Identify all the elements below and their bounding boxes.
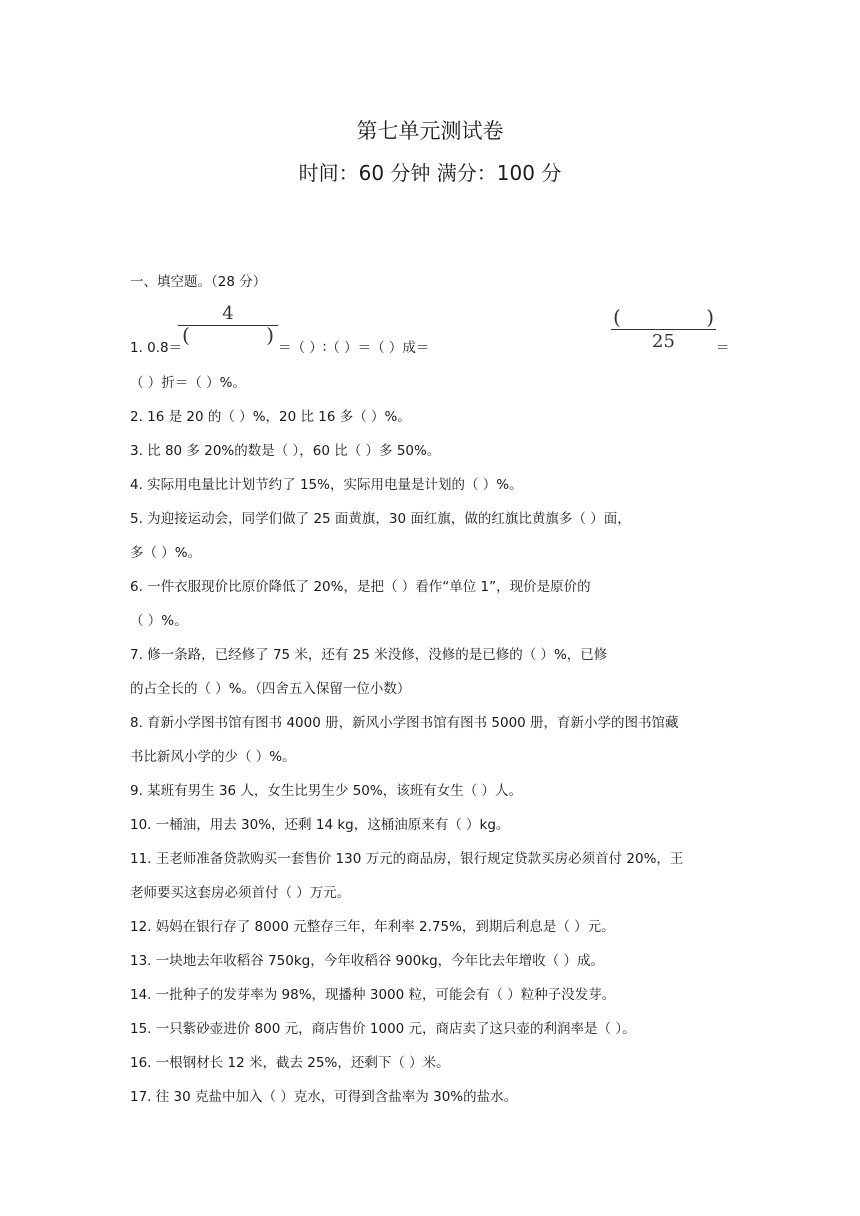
question-4: 4. 实际用电量比计划节约了 15%，实际用电量是计划的（ ）%。 — [130, 477, 523, 493]
fraction-numerator: 4 — [222, 303, 234, 324]
fraction-bar — [611, 329, 716, 330]
question-1-line-1 — [130, 336, 182, 356]
fraction-4-over-blank — [178, 303, 278, 349]
blank-paren-right: ) — [706, 305, 714, 329]
question-2: 2. 16 是 20 的（ ）%，20 比 16 多（ ）%。 — [130, 409, 411, 425]
question-5-line-2: 多（ ）%。 — [130, 545, 202, 561]
question-6-line-1: 6. 一件衣服现价比原价降低了 20%，是把（ ）看作“单位 1”，现价是原价的 — [130, 579, 591, 595]
page-title: 第七单元测试卷 — [356, 119, 504, 143]
fraction-denominator: 25 — [652, 331, 675, 352]
question-1-equals: ＝ — [716, 340, 730, 356]
section-heading: 一、填空题。（28 分） — [130, 274, 267, 290]
question-6-line-2: （ ）%。 — [130, 613, 188, 629]
question-14: 14. 一批种子的发芽率为 98%，现播种 3000 粒，可能会有（ ）粒种子没发芽。 — [130, 987, 616, 1003]
question-8-line-2: 书比新风小学的少（ ）%。 — [130, 749, 296, 765]
question-7-line-2: 的占全长的（ ）%。（四舍五入保留一位小数） — [130, 681, 411, 697]
blank-paren-left: ( — [613, 305, 621, 329]
blank-paren-left: ( — [182, 323, 190, 347]
question-3: 3. 比 80 多 20%的数是（ ），60 比（ ）多 50%。 — [130, 443, 441, 459]
question-1-line-2: （ ）折＝（ ）%。 — [130, 375, 246, 391]
question-5-line-1: 5. 为迎接运动会，同学们做了 25 面黄旗，30 面红旗，做的红旗比黄旗多（ ）面， — [130, 511, 631, 527]
question-7-line-1: 7. 修一条路，已经修了 75 米，还有 25 米没修，没修的是已修的（ ）%，已修 — [130, 647, 608, 663]
blank-paren-right: ) — [266, 323, 274, 347]
question-1-prefix: 1. 0.8＝ — [130, 340, 183, 356]
question-16: 16. 一根钢材长 12 米，截去 25%，还剩下（ ）米。 — [130, 1055, 450, 1071]
question-1-ratio-text: ＝（ ）∶（ ）＝（ ）成＝ — [278, 340, 430, 356]
question-11-line-2: 老师要买这套房必须首付（ ）万元。 — [130, 885, 351, 901]
page-subtitle: 时间：60 分钟 满分：100 分 — [298, 161, 562, 185]
question-10: 10. 一桶油，用去 30%，还剩 14 kg，这桶油原来有（ ）kg。 — [130, 817, 510, 833]
question-9: 9. 某班有男生 36 人，女生比男生少 50%，该班有女生（ ）人。 — [130, 783, 523, 799]
fraction-blank-over-25 — [611, 305, 716, 351]
question-12: 12. 妈妈在银行存了 8000 元整存三年，年利率 2.75%，到期后利息是（ ）元。 — [130, 919, 615, 935]
question-8-line-1: 8. 育新小学图书馆有图书 4000 册，新风小学图书馆有图书 5000 册，育新小学的图书馆藏 — [130, 715, 679, 731]
question-13: 13. 一块地去年收稻谷 750kg，今年收稻谷 900kg，今年比去年增收（ ）成。 — [130, 953, 604, 969]
question-11-line-1: 11. 王老师准备贷款购买一套售价 130 万元的商品房，银行规定贷款买房必须首付 20%，王 — [130, 851, 684, 867]
question-15: 15. 一只紫砂壶进价 800 元，商店售价 1000 元，商店卖了这只壶的利润率是（ ）。 — [130, 1021, 636, 1037]
question-17: 17. 往 30 克盐中加入（ ）克水，可得到含盐率为 30%的盐水。 — [130, 1089, 518, 1105]
fraction-bar — [178, 325, 278, 326]
